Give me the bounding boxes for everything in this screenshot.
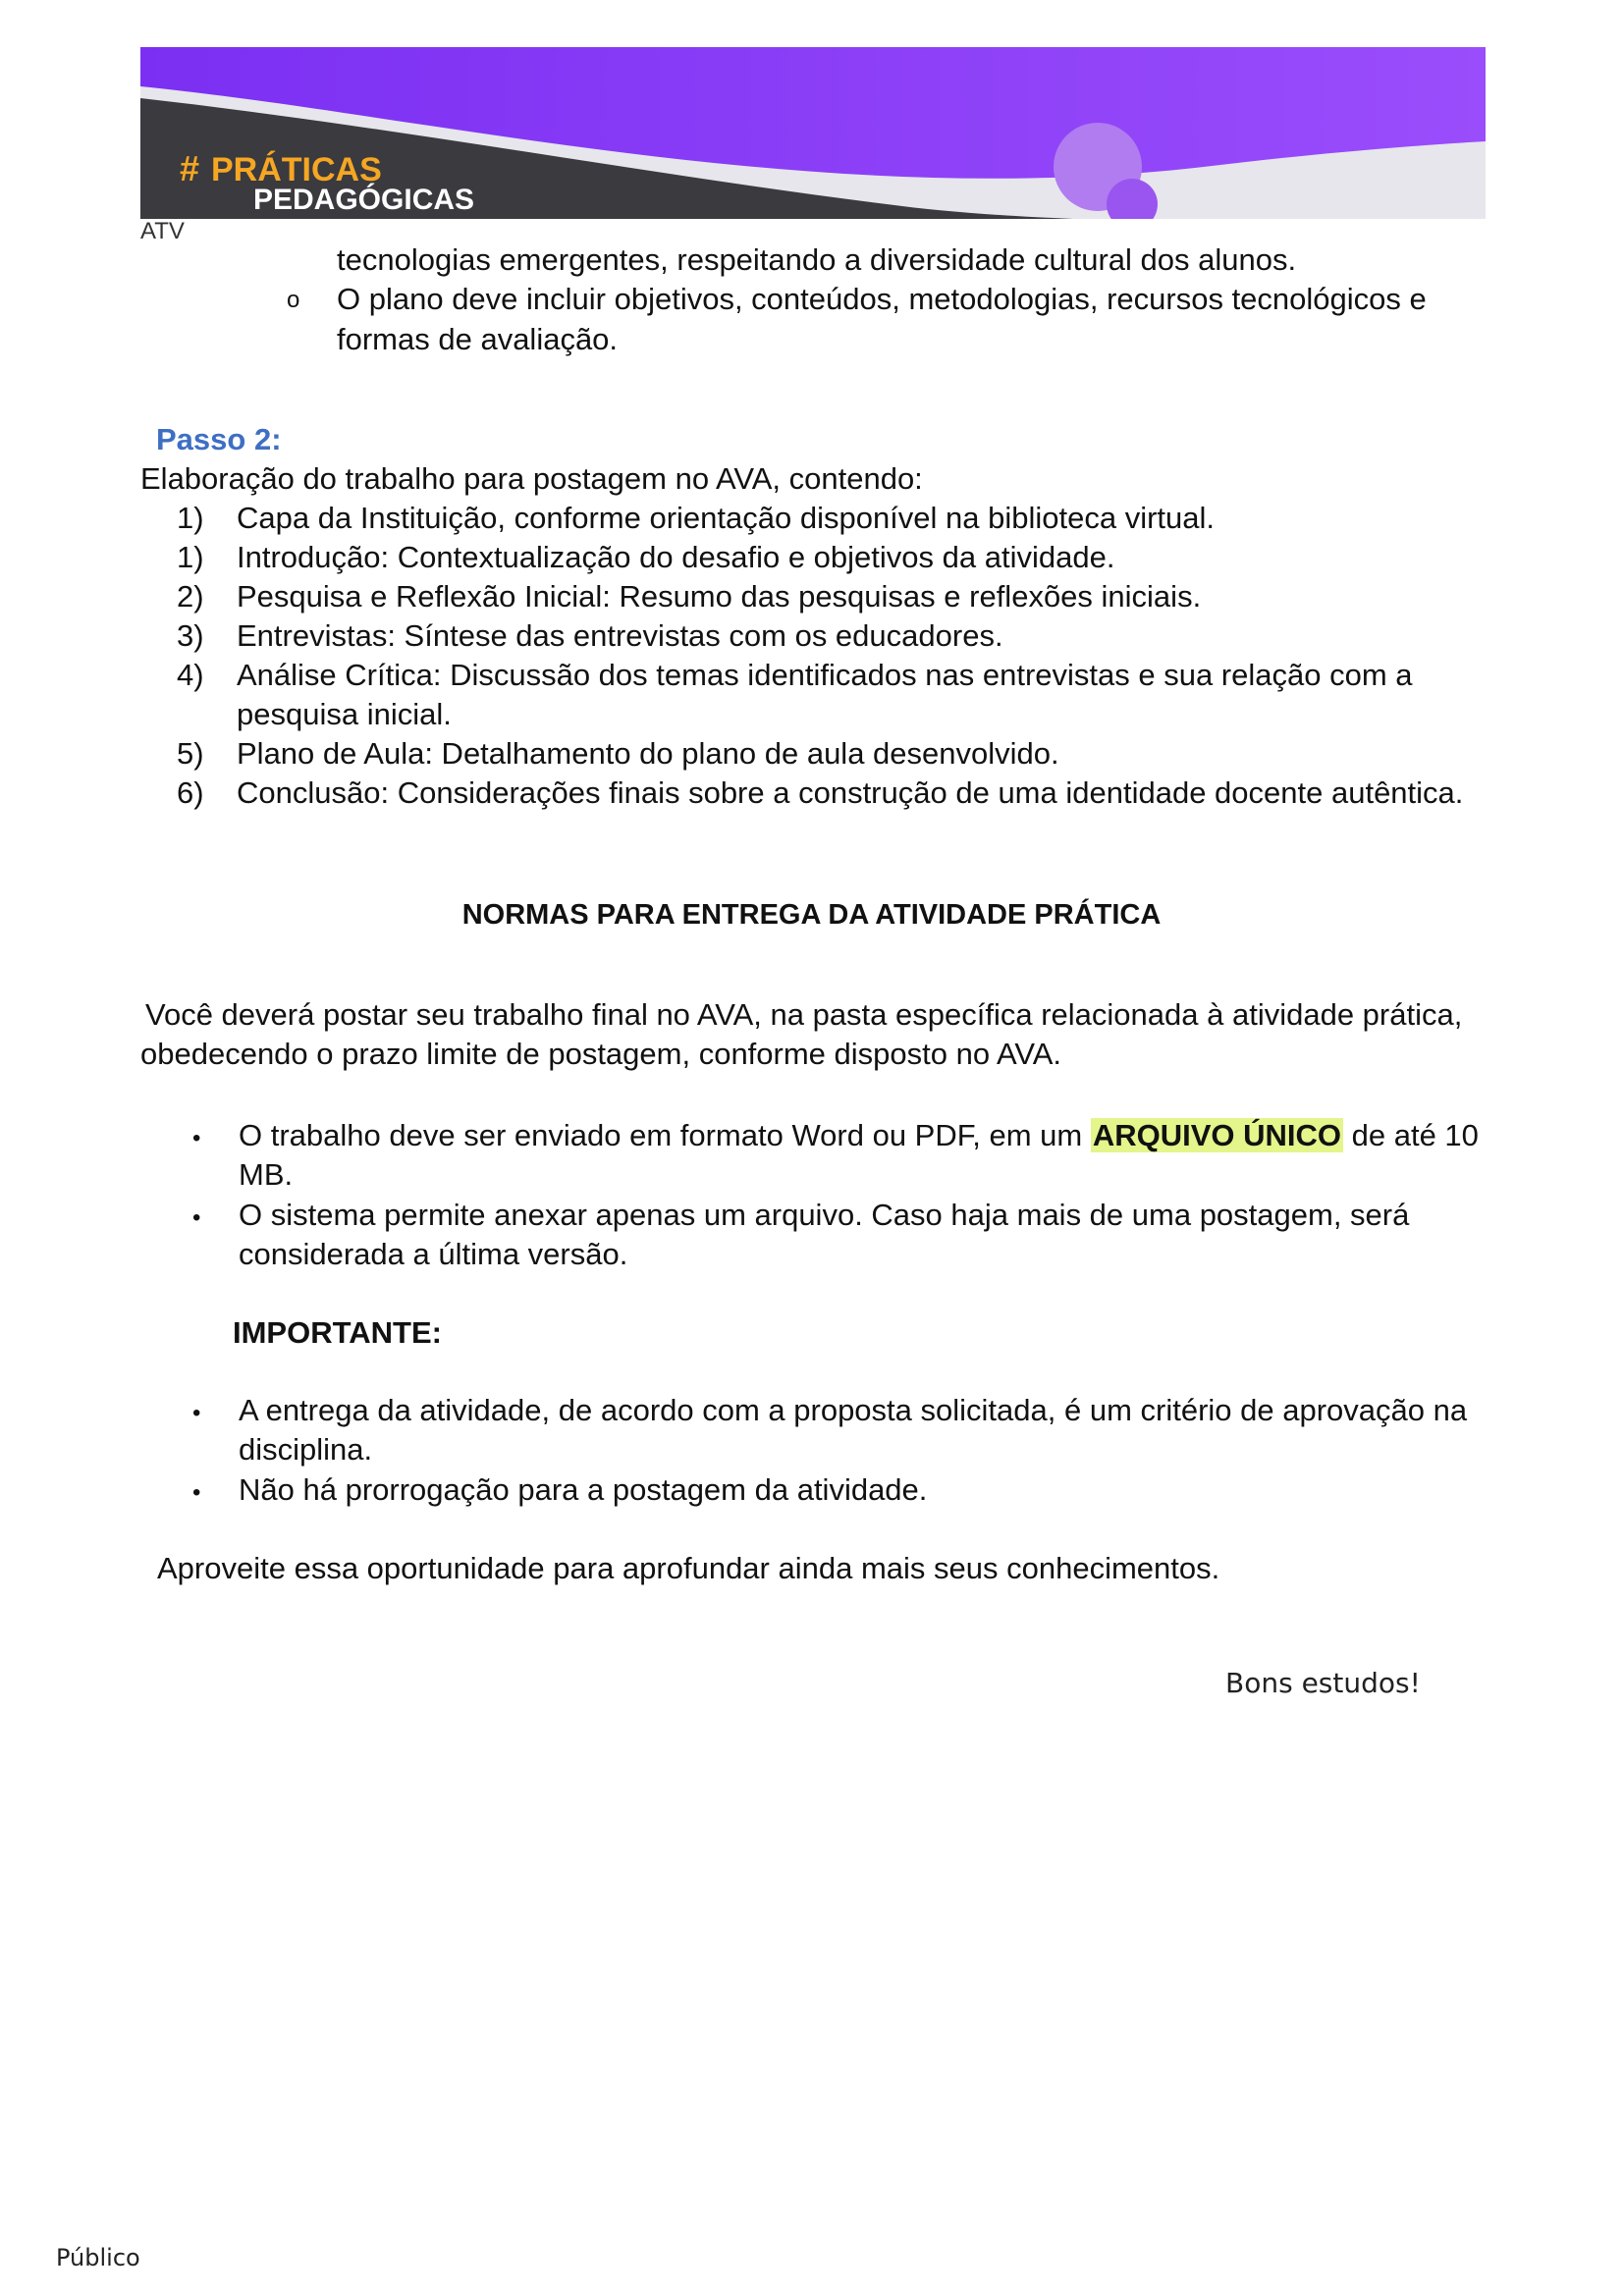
banner-title-line2: PEDAGÓGICAS — [253, 184, 475, 216]
single-file-highlight: ARQUIVO ÚNICO — [1092, 1118, 1342, 1152]
banner-hash: # — [180, 148, 200, 188]
step2-item-text: Introdução: Contextualização do desafio e objetivos da atividade. — [237, 540, 1115, 574]
step2-title: Passo 2: — [156, 422, 282, 456]
header-banner — [140, 47, 1486, 219]
important-bullet1-line1: A entrega da atividade, de acordo com a proposta solicitada, é um critério de aprovação na — [239, 1393, 1468, 1427]
norms-bullet1-text: O trabalho deve ser enviado em formato Word ou PDF, em um — [239, 1118, 1091, 1152]
step2-item-text: Pesquisa e Reflexão Inicial: Resumo das pesquisas e reflexões iniciais. — [237, 579, 1202, 614]
step2-item-number: 1) — [177, 501, 204, 535]
norms-intro-line2: obedecendo o prazo limite de postagem, conforme disposto no AVA. — [140, 1037, 1062, 1071]
step2-item-text: Capa da Instituição, conforme orientação disponível na biblioteca virtual. — [237, 501, 1216, 535]
plan-sub-bullet-line1: O plano deve incluir objetivos, conteúdos, metodologias, recursos tecnológicos e — [337, 282, 1427, 316]
plan-continuation-text: tecnologias emergentes, respeitando a diversidade cultural dos alunos. — [337, 242, 1297, 277]
norms-bullet2-line2: considerada a última versão. — [239, 1237, 628, 1271]
plan-sub-bullet-line2: formas de avaliação. — [337, 322, 619, 356]
step2-item-number: 3) — [177, 618, 204, 653]
step2-item-text-continued: pesquisa inicial. — [237, 697, 452, 731]
norms-bullet1-line2: MB. — [239, 1157, 294, 1192]
banner-title-line1: PRÁTICAS — [211, 151, 382, 188]
norms-bullet2-line1: O sistema permite anexar apenas um arquivo. Caso haja mais de uma postagem, será — [239, 1198, 1410, 1232]
atv-label: ATV — [140, 218, 185, 244]
closing-text: Aproveite essa oportunidade para aprofundar ainda mais seus conhecimentos. — [157, 1551, 1220, 1585]
step2-item-number: 2) — [177, 579, 204, 614]
norms-heading: NORMAS PARA ENTREGA DA ATIVIDADE PRÁTICA — [461, 899, 1162, 931]
important-heading: IMPORTANTE: — [233, 1315, 442, 1350]
signoff: Bons estudos! — [1225, 1667, 1421, 1699]
banner-graphic — [140, 47, 1486, 219]
norms-intro-line1: Você deverá postar seu trabalho final no AVA, na pasta específica relacionada à atividade prática, — [145, 997, 1463, 1032]
step2-item-text: Conclusão: Considerações finais sobre a construção de uma identidade docente autêntica. — [237, 775, 1464, 810]
important-bullet2: Não há prorrogação para a postagem da atividade. — [239, 1472, 928, 1507]
sub-bullet-marker: o — [287, 287, 300, 313]
bullet-icon: • — [192, 1125, 201, 1151]
step2-item-text: Plano de Aula: Detalhamento do plano de aula desenvolvido. — [237, 736, 1059, 771]
bullet-icon: • — [192, 1204, 201, 1231]
step2-intro: Elaboração do trabalho para postagem no AVA, contendo: — [140, 461, 923, 496]
important-bullet1-line2: disciplina. — [239, 1432, 373, 1467]
step2-item-number: 6) — [177, 775, 204, 810]
step2-item-text: Entrevistas: Síntese das entrevistas com os educadores. — [237, 618, 1003, 653]
step2-item-number: 4) — [177, 658, 204, 692]
footer-classification: Público — [56, 2244, 140, 2271]
step2-item-number: 1) — [177, 540, 204, 574]
norms-bullet1-text-end: de até 10 — [1343, 1118, 1479, 1152]
norms-bullet1-line1 — [239, 1116, 1485, 1155]
step2-item-number: 5) — [177, 736, 204, 771]
step2-item-text: Análise Crítica: Discussão dos temas identificados nas entrevistas e sua relação com a — [237, 658, 1413, 692]
bullet-icon: • — [192, 1400, 201, 1426]
bullet-icon: • — [192, 1479, 201, 1506]
